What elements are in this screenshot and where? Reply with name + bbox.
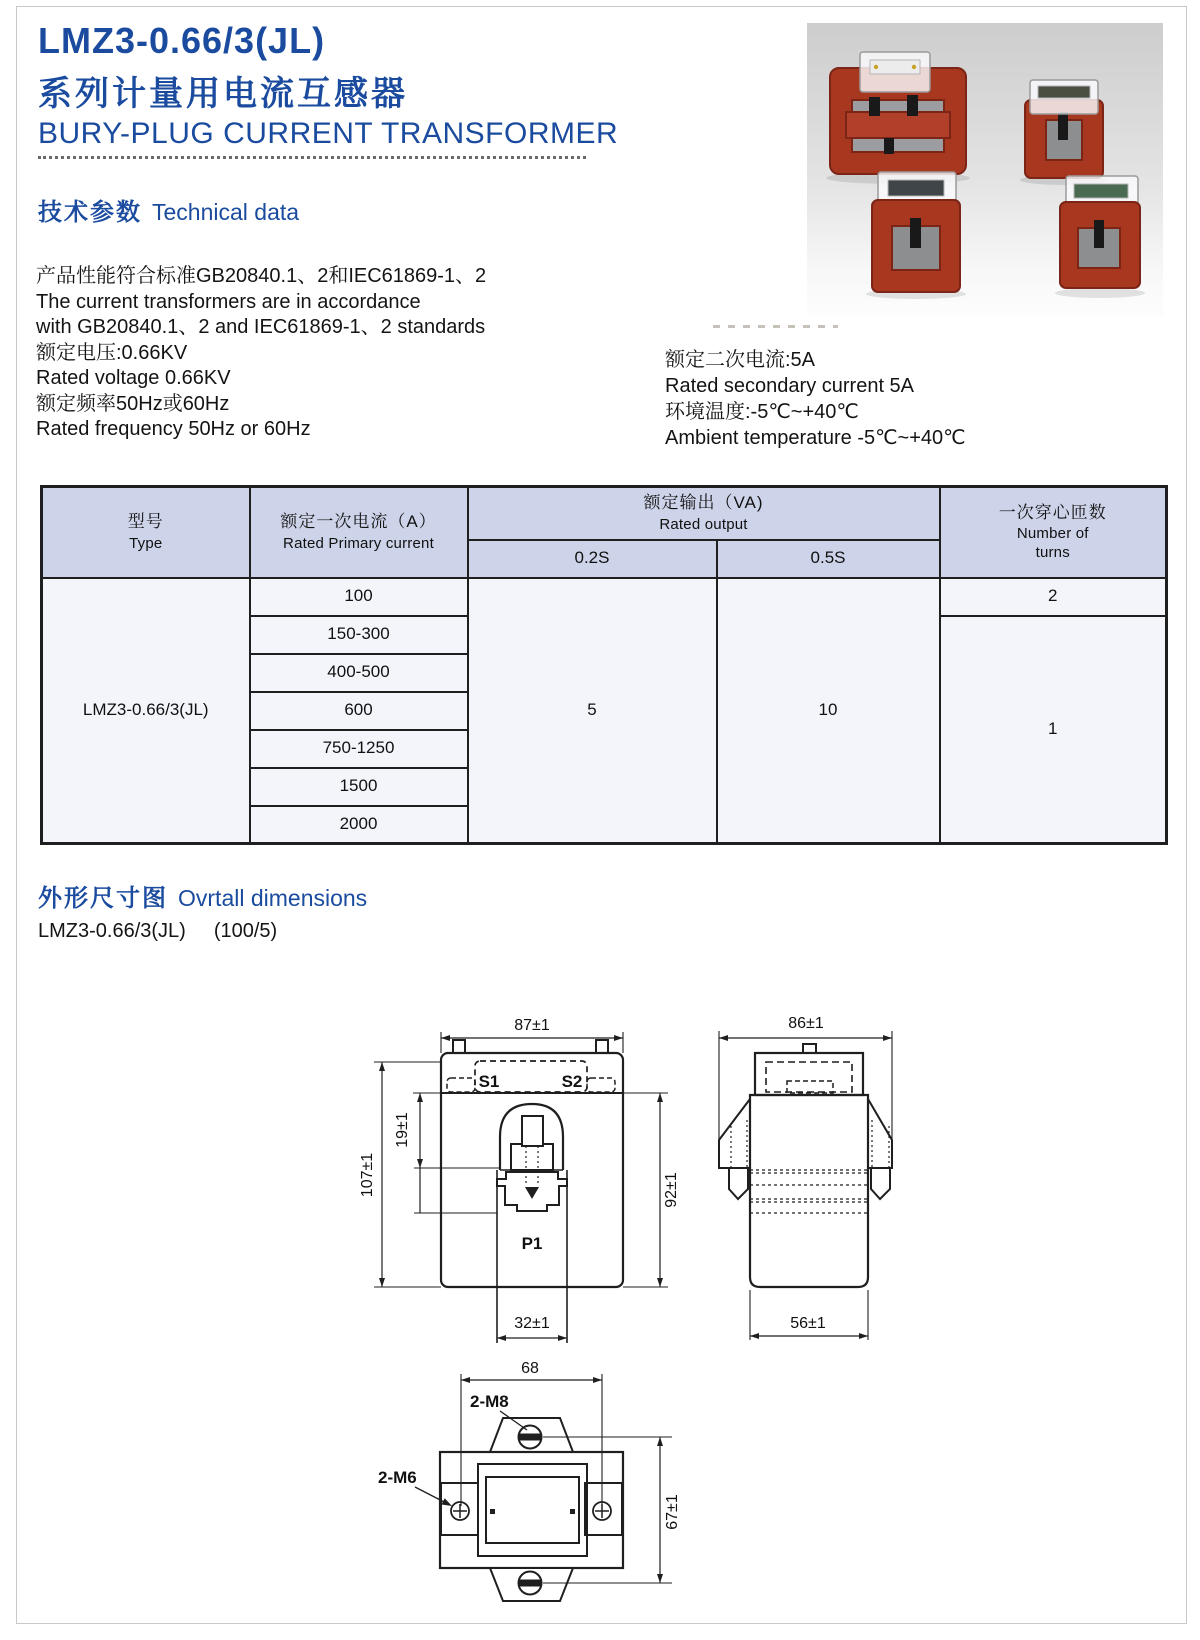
label-2-m8: 2-M8: [470, 1392, 509, 1411]
tech-data-heading: [38, 192, 299, 227]
col-header-turns: [940, 487, 1167, 578]
output-05s-cell: 10: [717, 578, 940, 844]
dim-front-inner: 19±1: [394, 1112, 411, 1148]
primary-current-cell: 1500: [250, 768, 468, 806]
primary-current-cell: 600: [250, 692, 468, 730]
col-header-primary-cn: 额定一次电流（A）: [280, 512, 437, 532]
transformer-bottom-right: [1055, 176, 1145, 298]
tech-line: Rated frequency 50Hz or 60Hz: [36, 418, 311, 440]
page-title-model: LMZ3-0.66/3(JL): [38, 20, 326, 61]
primary-current-cell: 400-500: [250, 654, 468, 692]
dim-bottom-height: 67±1: [664, 1494, 681, 1530]
tech-heading-en: Technical data: [152, 199, 300, 225]
dim-front-height: 107±1: [359, 1152, 376, 1198]
tech-line: with GB20840.1、2 and IEC61869-1、2 standards: [36, 316, 486, 338]
tech-line: The current transformers are in accordance: [36, 290, 421, 313]
col-header-turns-en2: turns: [1035, 544, 1070, 562]
col-header-primary-en: Rated Primary current: [283, 534, 434, 552]
tech-line: Rated voltage 0.66KV: [36, 367, 231, 389]
terminal-label-s2: S2: [561, 1072, 583, 1091]
terminal-label-p1: P1: [521, 1234, 543, 1253]
dims-heading-cn: 外形尺寸图: [38, 885, 168, 912]
col-header-class-05s: 0.5S: [717, 540, 940, 578]
label-2-m6: 2-M6: [378, 1468, 417, 1487]
product-photo-image: [807, 23, 1163, 317]
col-header-type-en: Type: [129, 534, 163, 552]
transformer-bottom-left: [866, 172, 966, 299]
col-header-type-cn: 型号: [127, 512, 164, 532]
dimensions-subtitle: [38, 920, 277, 943]
transformer-top-right: [1020, 80, 1108, 185]
primary-current-cell: 750-1250: [250, 730, 468, 768]
col-header-primary-current: [250, 487, 468, 578]
dim-side-width: 86±1: [788, 1015, 824, 1032]
dim-front-hole: 32±1: [514, 1315, 550, 1332]
dim-front-height2: 92±1: [663, 1172, 680, 1208]
col-header-turns-cn: 一次穿心匝数: [998, 502, 1107, 522]
bottom-view-drawing: [360, 1350, 690, 1620]
col-header-output-en: Rated output: [659, 515, 748, 533]
dims-subtitle-model: LMZ3-0.66/3(JL): [38, 920, 186, 942]
turns-cell-2: 2: [940, 578, 1167, 616]
dims-subtitle-ratio: (100/5): [213, 920, 278, 942]
tech-line: Ambient temperature -5℃~+40℃: [665, 427, 966, 449]
tech-line: 环境温度:-5℃~+40℃: [665, 401, 859, 423]
dim-bottom-width: 68: [521, 1360, 539, 1377]
dims-heading-en: Ovrtall dimensions: [178, 885, 368, 911]
tech-heading-cn: 技术参数: [38, 199, 142, 226]
tech-line: Rated secondary current 5A: [665, 375, 915, 397]
tech-line: 额定电压:0.66KV: [36, 341, 188, 364]
product-photo: [807, 23, 1163, 317]
dotted-divider: [38, 156, 586, 159]
dimensions-heading: [38, 878, 367, 913]
dim-side-bottom: 56±1: [790, 1315, 826, 1332]
front-view-drawing: [330, 1000, 690, 1350]
output-02s-cell: 5: [468, 578, 717, 844]
col-header-type: [42, 487, 250, 578]
turns-cell-1: 1: [940, 616, 1167, 844]
tech-line: 额定频率50Hz或60Hz: [36, 392, 230, 415]
faded-text-remnant: [713, 325, 838, 328]
tech-text-right: [665, 347, 966, 451]
tech-text-left: [36, 264, 486, 443]
tech-line: 额定二次电流:5A: [665, 349, 816, 371]
type-value-cell: LMZ3-0.66/3(JL): [42, 578, 250, 844]
col-header-class-02s: 0.2S: [468, 540, 717, 578]
page-title-series-cn: 系列计量用电流互感器: [38, 75, 408, 113]
side-view-drawing: [690, 1000, 1010, 1345]
primary-current-cell: 2000: [250, 806, 468, 844]
page-title-en: BURY-PLUG CURRENT TRANSFORMER: [38, 117, 619, 150]
dim-front-width: 87±1: [514, 1017, 550, 1034]
col-header-rated-output: [468, 487, 940, 540]
transformer-large: [826, 52, 970, 184]
primary-current-cell: 100: [250, 578, 468, 616]
primary-current-cell: 150-300: [250, 616, 468, 654]
col-header-output-cn: 额定输出（VA): [643, 493, 764, 513]
col-header-turns-en1: Number of: [1016, 524, 1089, 542]
terminal-label-s1: S1: [478, 1072, 500, 1091]
tech-line: 产品性能符合标准GB20840.1、2和IEC61869-1、2: [36, 265, 487, 287]
spec-table: [40, 485, 1168, 845]
